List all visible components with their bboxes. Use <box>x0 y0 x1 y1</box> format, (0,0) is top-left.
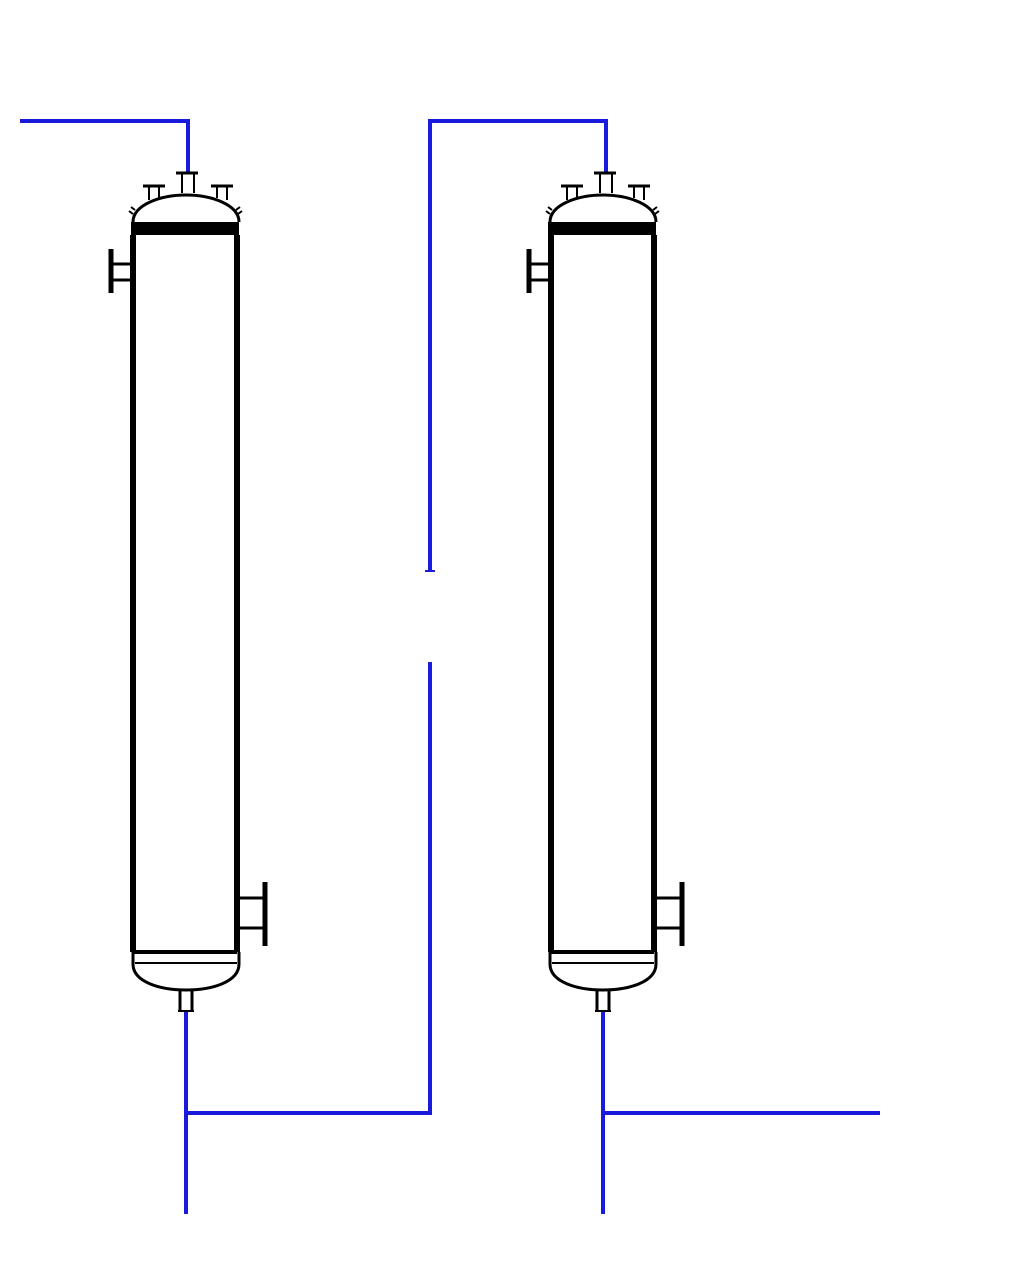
column-1-top-flange <box>131 222 239 235</box>
column-2-top-flange <box>548 222 656 235</box>
